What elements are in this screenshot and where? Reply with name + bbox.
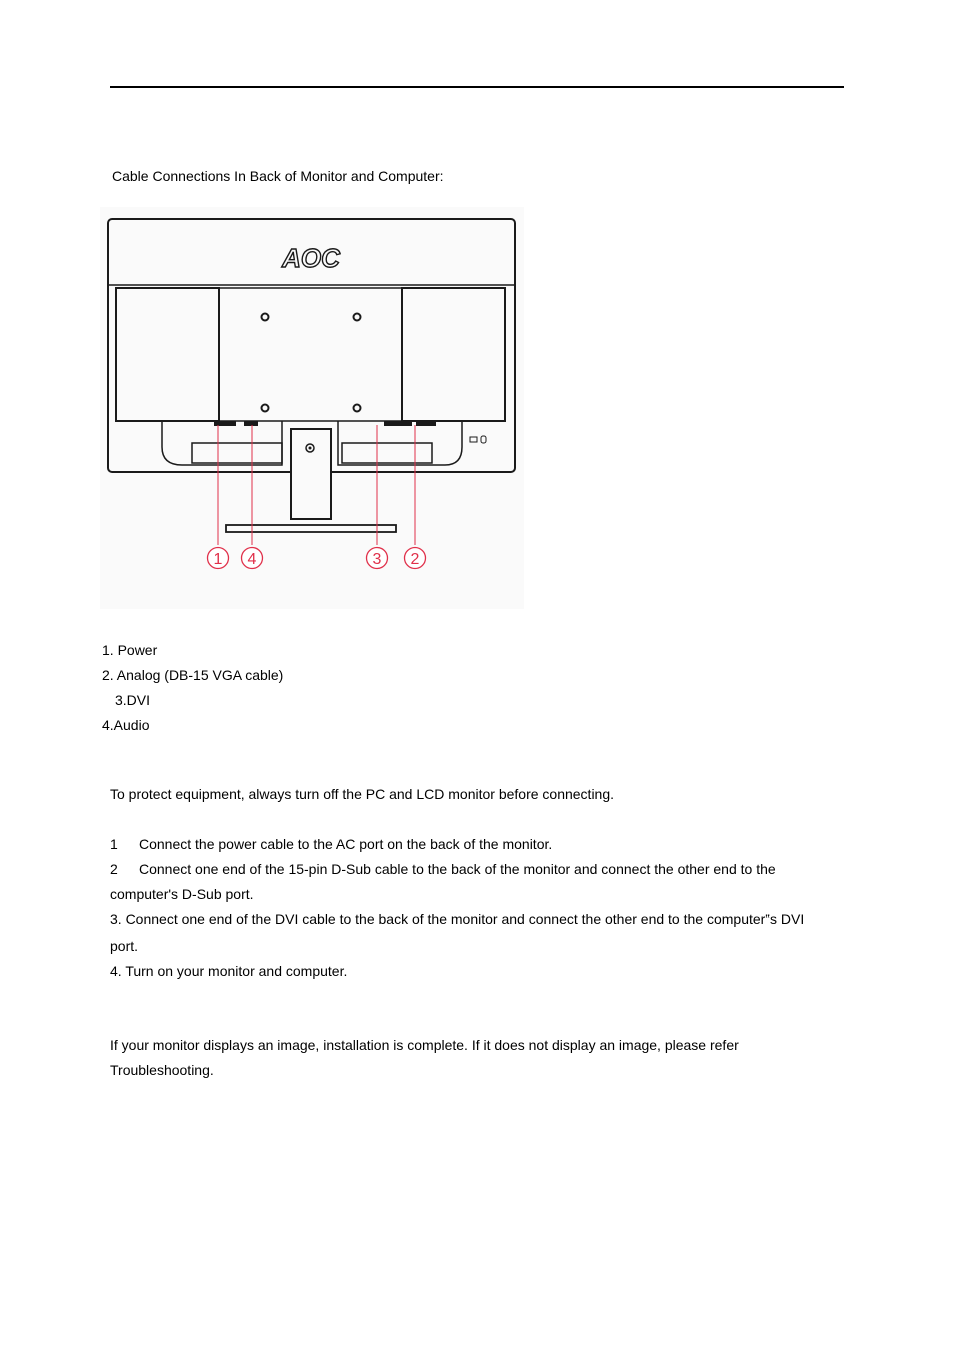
power-port <box>214 421 236 426</box>
legend-item-analog: 2. Analog (DB-15 VGA cable) <box>102 667 284 683</box>
callout-1 <box>208 548 229 569</box>
aoc-logo: AOC <box>282 243 340 273</box>
callout-2 <box>405 548 426 569</box>
step-3: 3. Connect one end of the DVI cable to the back of the monitor and connect the other end to the computer‟s DVI <box>110 911 805 927</box>
section-heading: Cable Connections In Back of Monitor and Computer: <box>112 168 444 184</box>
step-text: Connect the power cable to the AC port on the back of the monitor. <box>139 836 553 852</box>
svg-text:1: 1 <box>213 551 223 568</box>
step-1 <box>110 835 552 853</box>
legend-item-audio: 4.Audio <box>102 717 150 733</box>
warning-text: To protect equipment, always turn off the PC and LCD monitor before connecting. <box>110 786 615 802</box>
step-2 <box>110 860 776 878</box>
legend-item-power: 1. Power <box>102 642 158 658</box>
callout-4 <box>242 548 263 569</box>
monitor-back-figure <box>100 207 524 609</box>
svg-text:3: 3 <box>372 551 382 568</box>
step-2-continuation: computer's D-Sub port. <box>110 886 254 902</box>
svg-text:2: 2 <box>410 551 420 568</box>
callout-3 <box>367 548 388 569</box>
legend-item-dvi: 3.DVI <box>115 692 151 708</box>
vga-port <box>416 421 436 426</box>
step-number: 2 <box>110 861 118 877</box>
monitor-back-diagram <box>100 207 524 609</box>
step-number: 1 <box>110 836 118 852</box>
stand-neck <box>291 429 331 519</box>
step-4: 4. Turn on your monitor and computer. <box>110 963 348 979</box>
step-text: Connect one end of the 15-pin D-Sub cable to the back of the monitor and connect the other end to the <box>139 861 776 877</box>
header-rule <box>110 86 844 88</box>
closing-line-2: Troubleshooting. <box>110 1062 214 1078</box>
svg-text:4: 4 <box>247 551 257 568</box>
closing-line-1: If your monitor displays an image, installation is complete. If it does not display an image, please refer <box>110 1037 739 1053</box>
audio-port <box>244 421 258 426</box>
dvi-port <box>384 421 412 426</box>
step-3-continuation: port. <box>110 938 139 954</box>
